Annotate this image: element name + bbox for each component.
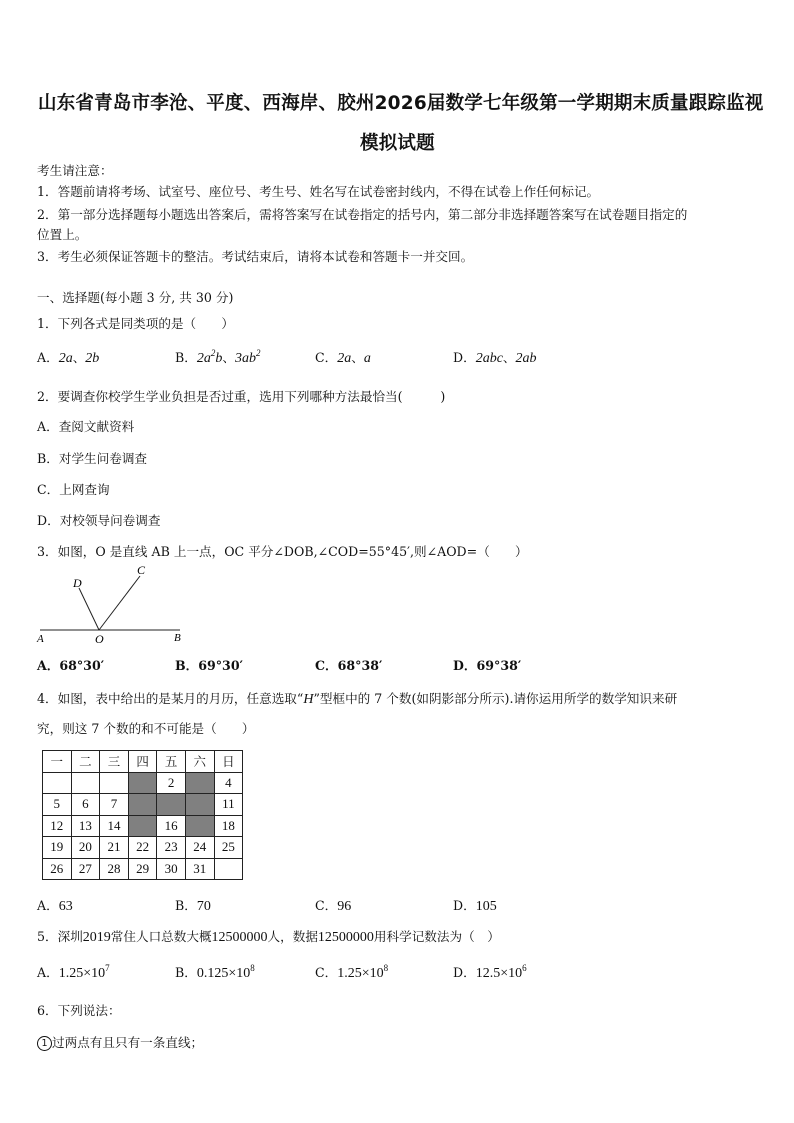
- ray-od: [79, 588, 99, 630]
- calendar-cell: 29: [128, 858, 157, 880]
- q1-option-b: B．$2a^2b$、$3ab^2$: [175, 348, 261, 366]
- calendar-row: [43, 815, 243, 837]
- calendar-cell: 30: [157, 858, 186, 880]
- angle-figure: [34, 562, 194, 644]
- calendar-header-cell: 五: [157, 751, 186, 773]
- q6-statement-1: 1 过两点有且只有一条直线；: [37, 1032, 203, 1051]
- calendar-header-cell: 四: [128, 751, 157, 773]
- calendar-row: [43, 772, 243, 794]
- calendar-cell: 16: [157, 815, 186, 837]
- ray-oc: [99, 576, 140, 630]
- question-4-stem-cont: 究，则这 7 个数的和不可能是（ ）: [37, 721, 255, 736]
- calendar-header-cell: 六: [185, 751, 214, 773]
- question-5-stem: 5．深圳2019常住人口总数大概12500000人，数据12500000用科学记数法为（ ）: [37, 929, 500, 945]
- notice-item-2b: 位置上。: [37, 227, 88, 242]
- circled-number-1: 1: [37, 1036, 52, 1051]
- q4-option-d: D．105: [453, 898, 497, 914]
- calendar-cell: 11: [214, 794, 243, 816]
- calendar-cell: 20: [71, 837, 100, 859]
- question-3-stem: 3．如图，O 是直线 AB 上一点，OC 平分∠DOB,∠COD=55°45′,则∠AOD=（ ）: [37, 544, 528, 559]
- calendar-cell: [214, 858, 243, 880]
- q5-option-a: A．$1.25\times 10^7$: [37, 963, 110, 981]
- q1-option-d: D．2abc、2ab: [453, 350, 537, 366]
- calendar-table: [42, 750, 243, 880]
- calendar-cell-shaded: [185, 772, 214, 794]
- question-4-stem: 4．如图，表中给出的是某月的月历，任意选取“H”型框中的 7 个数(如阴影部分所示).请你运用所学的数学知识来研: [37, 691, 678, 707]
- q3-option-b: B．69°30′: [175, 658, 243, 673]
- calendar-cell: 25: [214, 837, 243, 859]
- question-6-stem: 6．下列说法：: [37, 1003, 121, 1018]
- calendar-cell-shaded: [128, 794, 157, 816]
- q4-option-c: C．96: [315, 898, 352, 914]
- q3-option-c: C．68°38′: [315, 658, 383, 673]
- calendar-cell: 14: [100, 815, 129, 837]
- calendar-cell: 21: [100, 837, 129, 859]
- q4-option-a: A．63: [37, 898, 73, 914]
- calendar-header-cell: 一: [43, 751, 72, 773]
- notice-item-1: 1．答题前请将考场、试室号、座位号、考生号、姓名写在试卷密封线内，不得在试卷上作任何标记。: [37, 184, 600, 199]
- calendar-row: [43, 837, 243, 859]
- calendar-header-row: [43, 751, 243, 773]
- calendar-cell: 19: [43, 837, 72, 859]
- notice-item-2a: 2．第一部分选择题每小题选出答案后，需将答案写在试卷指定的括号内，第二部分非选择题答案写在试卷题目指定的: [37, 207, 688, 222]
- calendar-cell: [100, 772, 129, 794]
- q2-option-d: D．对校领导问卷调查: [37, 513, 161, 528]
- calendar-cell: 12: [43, 815, 72, 837]
- q1-option-a: A．2a、2b: [37, 350, 100, 366]
- q2-option-b: B．对学生问卷调查: [37, 451, 148, 466]
- label-o: O: [95, 632, 104, 644]
- calendar-cell: 18: [214, 815, 243, 837]
- calendar-cell-shaded: [185, 815, 214, 837]
- notice-item-3: 3．考生必须保证答题卡的整洁。考试结束后，请将本试卷和答题卡一并交回。: [37, 249, 474, 264]
- exam-title-line2: 模拟试题: [360, 133, 435, 154]
- calendar-header-cell: 日: [214, 751, 243, 773]
- exam-title-line1: 山东省青岛市李沧、平度、西海岸、胶州2026届数学七年级第一学期期末质量跟踪监视: [38, 93, 764, 114]
- calendar-cell: 24: [185, 837, 214, 859]
- notice-heading: 考生请注意：: [37, 163, 113, 178]
- q4-option-b: B．70: [175, 898, 211, 914]
- section-heading: 一、选择题(每小题 3 分, 共 30 分): [37, 290, 234, 305]
- calendar-cell: 4: [214, 772, 243, 794]
- q5-option-b: B．$0.125\times 10^8$: [175, 963, 255, 981]
- calendar-cell: [43, 772, 72, 794]
- calendar-cell: 13: [71, 815, 100, 837]
- q3-option-a: A．68°30′: [37, 658, 105, 673]
- q3-option-d: D．69°38′: [453, 658, 522, 673]
- q1-option-c: C．2a、a: [315, 350, 371, 366]
- calendar-row: [43, 794, 243, 816]
- calendar-cell: 7: [100, 794, 129, 816]
- label-b: B: [174, 632, 181, 644]
- calendar-cell: 23: [157, 837, 186, 859]
- q5-option-c: C．$1.25\times 10^8$: [315, 963, 389, 981]
- calendar-cell: 27: [71, 858, 100, 880]
- q5-option-d: D．$12.5\times 10^6$: [453, 963, 527, 981]
- label-c: C: [137, 563, 146, 577]
- calendar-cell: 26: [43, 858, 72, 880]
- calendar-cell: 31: [185, 858, 214, 880]
- calendar-cell: 22: [128, 837, 157, 859]
- calendar-cell-shaded: [157, 794, 186, 816]
- calendar-cell: 5: [43, 794, 72, 816]
- calendar-cell: 6: [71, 794, 100, 816]
- calendar-cell-shaded: [128, 772, 157, 794]
- calendar-cell: 2: [157, 772, 186, 794]
- calendar-cell-shaded: [185, 794, 214, 816]
- calendar-cell-shaded: [128, 815, 157, 837]
- calendar-row: [43, 858, 243, 880]
- calendar-header-cell: 三: [100, 751, 129, 773]
- question-2-stem: 2．要调查你校学生学业负担是否过重，选用下列哪种方法最恰当( ): [37, 389, 446, 404]
- label-a: A: [37, 633, 44, 644]
- calendar-cell: [71, 772, 100, 794]
- question-1-stem: 1．下列各式是同类项的是（ ）: [37, 316, 234, 331]
- q2-option-c: C．上网查询: [37, 482, 110, 497]
- label-d: D: [73, 576, 82, 590]
- q2-option-a: A．查阅文献资料: [37, 419, 135, 434]
- calendar-header-cell: 二: [71, 751, 100, 773]
- calendar-cell: 28: [100, 858, 129, 880]
